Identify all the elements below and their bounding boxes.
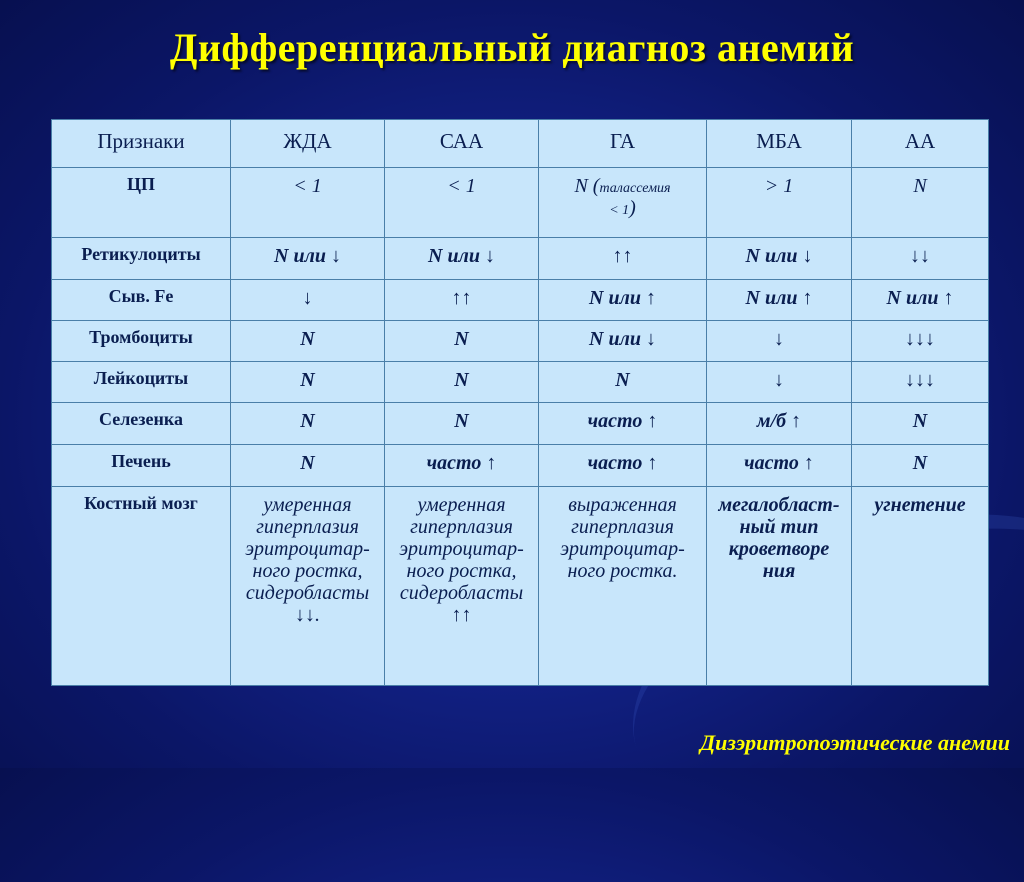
- table-cell: N или ↓: [385, 238, 539, 280]
- header-cell: МБА: [707, 120, 852, 168]
- table-cell: ↓: [231, 280, 385, 321]
- table-cell: часто ↑: [385, 445, 539, 487]
- header-cell: Признаки: [52, 120, 231, 168]
- row-label: Селезенка: [52, 403, 231, 445]
- table-cell: > 1: [707, 168, 852, 238]
- table-cell: ↓↓↓: [852, 321, 989, 362]
- row-label: Печень: [52, 445, 231, 487]
- table-cell: N: [231, 445, 385, 487]
- table-cell: N или ↑: [539, 280, 707, 321]
- table-cell: ↑↑: [385, 280, 539, 321]
- cell-note: талассемия: [599, 181, 671, 196]
- table-cell: часто ↑: [539, 445, 707, 487]
- row-label: Ретикулоциты: [52, 238, 231, 280]
- table-row: [52, 362, 989, 403]
- table-cell: N: [385, 362, 539, 403]
- table-cell: ↑↑: [539, 238, 707, 280]
- table-cell: N или ↓: [231, 238, 385, 280]
- table-row: [52, 403, 989, 445]
- table-cell: умеренная гиперплазия эритроцитар-ного ростка, сидеробласты ↑↑: [385, 487, 539, 686]
- table-row: [52, 168, 989, 238]
- table-cell: N: [852, 168, 989, 238]
- diagnosis-table: [51, 119, 989, 686]
- table-header-row: [52, 120, 989, 168]
- table-cell: N: [539, 362, 707, 403]
- cell-text: N (: [574, 175, 600, 197]
- row-label: Сыв. Fe: [52, 280, 231, 321]
- table-cell: выраженная гиперплазия эритроцитар-ного ростка.: [539, 487, 707, 686]
- row-label: Лейкоциты: [52, 362, 231, 403]
- table-cell: [539, 168, 707, 238]
- table-cell: N или ↑: [852, 280, 989, 321]
- footer-caption: Дизэритропоэтические анемии: [700, 730, 1010, 755]
- header-cell: ЖДА: [231, 120, 385, 168]
- table-cell: N: [231, 321, 385, 362]
- table-cell: N: [385, 403, 539, 445]
- header-cell: АА: [852, 120, 989, 168]
- header-cell: ГА: [539, 120, 707, 168]
- table-cell: N: [231, 362, 385, 403]
- table-cell: мегалобласт-ный тип кроветворе ния: [707, 487, 852, 686]
- row-label: Тромбоциты: [52, 321, 231, 362]
- row-label: ЦП: [52, 168, 231, 238]
- cell-note: < 1: [609, 203, 630, 218]
- table-cell: часто ↑: [539, 403, 707, 445]
- table-cell: N: [385, 321, 539, 362]
- table-cell: N или ↓: [707, 238, 852, 280]
- table-cell: м/б ↑: [707, 403, 852, 445]
- table-row: [52, 487, 989, 686]
- table-cell: N: [231, 403, 385, 445]
- header-cell: САА: [385, 120, 539, 168]
- table-cell: N или ↑: [707, 280, 852, 321]
- table-row: [52, 238, 989, 280]
- table-row: [52, 445, 989, 487]
- table-cell: угнетение: [852, 487, 989, 686]
- table-row: [52, 321, 989, 362]
- table-cell: умеренная гиперплазия эритроцитар-ного ростка, сидеробласты ↓↓.: [231, 487, 385, 686]
- table-cell: часто ↑: [707, 445, 852, 487]
- table-cell: ↓↓↓: [852, 362, 989, 403]
- table-cell: ↓↓: [852, 238, 989, 280]
- row-label: Костный мозг: [52, 487, 231, 686]
- table-cell: ↓: [707, 321, 852, 362]
- slide-title: Дифференциальный диагноз анемий: [169, 25, 855, 70]
- table-cell: N: [852, 445, 989, 487]
- table-cell: N или ↓: [539, 321, 707, 362]
- table-cell: < 1: [385, 168, 539, 238]
- table-cell: ↓: [707, 362, 852, 403]
- cell-text: ): [629, 197, 636, 219]
- table-cell: < 1: [231, 168, 385, 238]
- table-cell: N: [852, 403, 989, 445]
- table-row: [52, 280, 989, 321]
